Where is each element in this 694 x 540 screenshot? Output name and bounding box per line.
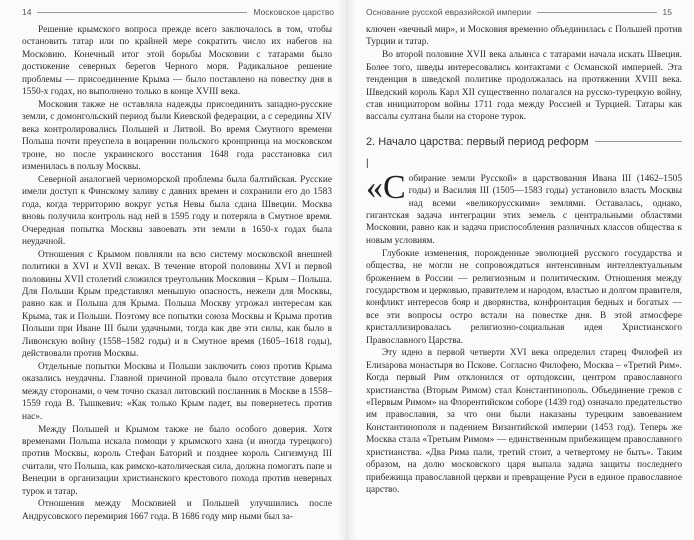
right-running-title: Основание русской евразийской империи — [366, 7, 531, 17]
section-rule — [595, 141, 682, 142]
paragraph: Во второй половине XVII века альянса с татарами начала искать Швеция. Более того, шведы интересовались контактами с Османской империей. Эта тенденция в шведской политике продолжалась на протяжении XVIII века. Шведский король Карл XII существенно полагался на русско-турецкую войну, став инициатором войны 1711 года между Россией и Турцией. Татары как вассалы султана были на стороне турок. — [366, 50, 682, 123]
paragraph: Между Польшей и Крымом также не было особого доверия. Хотя временами Польша искала помощи у крымского хана (и иногда турецкого) против Москвы, король Стефан Баторий и позднее король Сигизмунд III считали, что Польша, как римско-католическая сила, должна помогать папе и Венеции в организации христианского крестового похода против неверных турок и татар. — [22, 424, 332, 497]
text-cursor-mark: | — [366, 157, 369, 169]
section-heading — [366, 135, 682, 149]
left-page — [0, 0, 342, 540]
right-page-number: 15 — [662, 7, 672, 17]
paragraph: Отдельные попытки Москвы и Польши заключить союз против Крыма оказались неудачны. Главной причиной провала было отсутствие доверия между сторонами, о чем точно сказал литовский посланник в Москве в 1558–1559 года В. Тышкевич: «Как только Крым падет, вы повернетесь против нас». — [22, 361, 332, 422]
right-page — [352, 0, 694, 540]
left-page-body — [22, 24, 332, 523]
drop-cap: «С — [366, 168, 406, 206]
left-page-number: 14 — [22, 7, 32, 17]
paragraph: Решение крымского вопроса прежде всего заключалось в том, чтобы остановить татар или по крайней мере сократить число их набегов на Московию. Конечный итог этой борьбы Московии с татарами было достижение северных берегов Черного моря. Радикальное решение проблемы — присоединение Крыма — было поставлено на повестку дня в 1550-х годах, но выполнено только в конце XVIII века. — [22, 25, 332, 98]
paragraph: Московия также не оставляла надежды присоединить западно-русские земли, с домонгольский период были Киевской федерации, а с середины XIV века контролировались Польшей и Литвой. Во время Смутного времени Польша почти преуспела в воцарении польского кронпринца на московском троне, но после украинского восстания 1648 года расстановка сил изменилась в пользу Москвы. — [22, 99, 332, 172]
paragraph: Отношения между Московией и Польшей улучшились после Андрусовского перемирия 1667 года. В 1686 году мир ными был за- — [22, 499, 332, 522]
paragraph: Глубокие изменения, порожденные эволюцией русского государства и общества, не могли не сопровождаться интенсивным интеллектуальным брожением в России — религиозным и политическим. Отношения между государством и церковью, правителем и народом, властью и долгом правителя, конфликт интересов бояр и дворянства, конфронтация бедных и богатых — все эти вопросы остро встали на повестке дня. В этой атмосфере кристаллизировалась религиозно-социальная идея Христианского Православного Царства. — [366, 248, 682, 346]
paragraph: Отношения с Крымом повлияли на всю систему московской внешней политики в XVI и XVII веках. В течение второй половины XVI и первой половины XVII столетий сложился треугольник Московия – Крым – Польша. Для Польши Крым представлял меньшую опасность, нежели для Москвы, равно как и Польша для Крыма. Польша Москву угрожал интересам как Крыма, так и Польши. Поэтому все попытки союза Москвы и Крыма против Польши при Иване III были удачными, тогда как две эти силы, как было в Ливонскую войну (1558–1582 годы) и в Смутное время (1605–1618 годы), действовали против Москвы. — [22, 249, 332, 360]
paragraph: ключен «вечный мир», и Московия временно объединилась с Польшей против Турции и татар. — [366, 25, 682, 48]
paragraph-text: обирание земли Русской» в царствования Ивана III (1462–1505 годы) и Василия III (1505—1583 годы) установило власть Москвы над всеми «великорусскими» землями. Оставалась, однако, гигантская задача интеграции этих земель с центральными областями Московии, равно как и задача приспособления различных классов общества к новым условиям. — [366, 173, 682, 246]
section-heading-text: 2. Начало царства: первый период реформ — [366, 135, 589, 148]
left-page-header — [22, 6, 334, 18]
header-rule — [537, 12, 657, 13]
paragraph — [366, 168, 682, 247]
paragraph: Северной аналогией черноморской проблемы была балтийская. Русские имели доступ к Финскому заливу с давних времен и сохранили его до 1583 года, когда территорию вокруг устья Невы была сдана Швеции. Москва вновь получила контроль над ней в 1595 году и потеряла в Смутное время. Очередная попытка Москвы завоевать эти земли в 1650-х годах была неудачной. — [22, 174, 332, 247]
paragraph: Эту идею в первой четверти XVI века определил старец Филофей из Елизарова монастыря во Пскове. Согласно Филофею, Москва – «Третий Рим». Когда первый Рим отклонился от ортодоксии, центром православного христианства (Вторым Римом) стал Константинополь. Объединение греков с «Первым Римом» на Флорентийском соборе (1439 год) означало предательство им православия, за что они были наказаны турецким завоеванием Константинополя и падением Византийской империи (1453 год). Теперь же Москва стала «Третьим Римом» — единственным прибежищем православного христианства. «Два Рима пали, третий стоит, а четвертому не быть». Таким образом, на долю московского царя выпала задача защиты последнего прибежища православной церкви и превращение Руси в единое православное царство. — [366, 348, 682, 495]
left-running-title: Московское царство — [253, 7, 334, 17]
header-rule — [37, 12, 247, 13]
right-page-body — [366, 24, 682, 496]
right-page-header — [366, 6, 672, 18]
